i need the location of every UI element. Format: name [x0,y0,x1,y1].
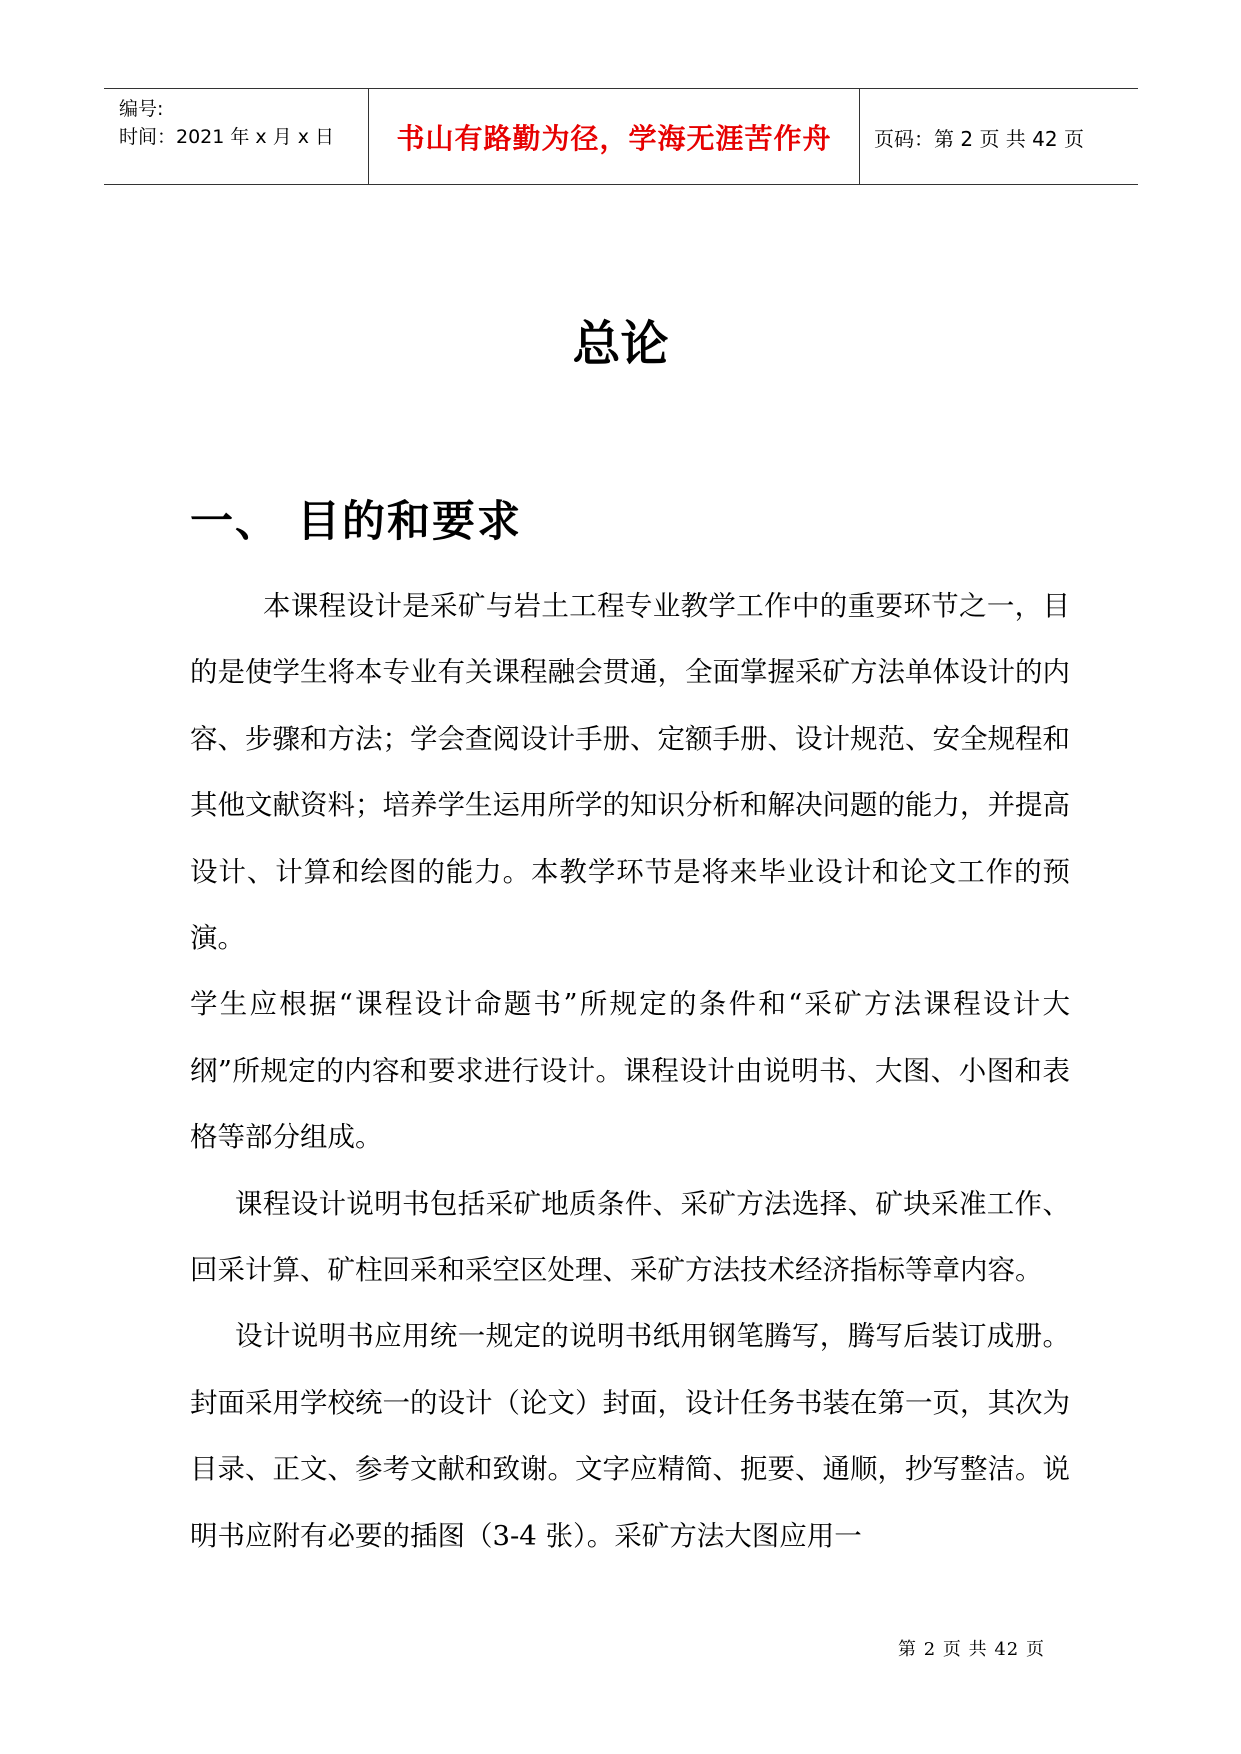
page-footer: 第 2 页 共 42 页 [898,1639,1045,1660]
header-left-cell [104,89,369,184]
header-motto: 书山有路勤为径，学海无涯苦作舟 [396,122,832,155]
body-text [190,573,1070,1569]
header-right-cell [860,89,1138,184]
paragraph: 设计说明书应用统一规定的说明书纸用钢笔腾写，腾写后装订成册。封面采用学校统一的设计（论文）封面，设计任务书装在第一页，其次为目录、正文、参考文献和致谢。文字应精简、扼要、通顺，抄写整洁。说明书应附有必要的插图（3-4 张）。采矿方法大图应用一 [190,1320,1070,1552]
paragraph: 课程设计说明书包括采矿地质条件、采矿方法选择、矿块采准工作、回采计算、矿柱回采和采空区处理、采矿方法技术经济指标等章内容。 [190,1187,1070,1287]
header-page-info: 页码：第 2 页 共 42 页 [874,127,1084,151]
document-time-label: 时间：2021 年 x 月 x 日 [119,126,335,148]
header-middle-cell [369,89,860,184]
paragraph: 本课程设计是采矿与岩土工程专业教学工作中的重要环节之一，目的是使学生将本专业有关课程融会贯通，全面掌握采矿方法单体设计的内容、步骤和方法；学会查阅设计手册、定额手册、设计规范、安全规程和其他文献资料；培养学生运用所学的知识分析和解决问题的能力，并提高设计、计算和绘图的能力。本教学环节是将来毕业设计和论文工作的预演。 [190,590,1070,955]
page-title: 总论 [572,316,669,372]
document-number-label: 编号: [119,98,164,120]
section-heading: 一、 目的和要求 [190,497,522,547]
page-header [104,88,1138,185]
paragraph: 学生应根据“课程设计命题书”所规定的条件和“采矿方法课程设计大纲”所规定的内容和要求进行设计。课程设计由说明书、大图、小图和表格等部分组成。 [190,988,1070,1154]
